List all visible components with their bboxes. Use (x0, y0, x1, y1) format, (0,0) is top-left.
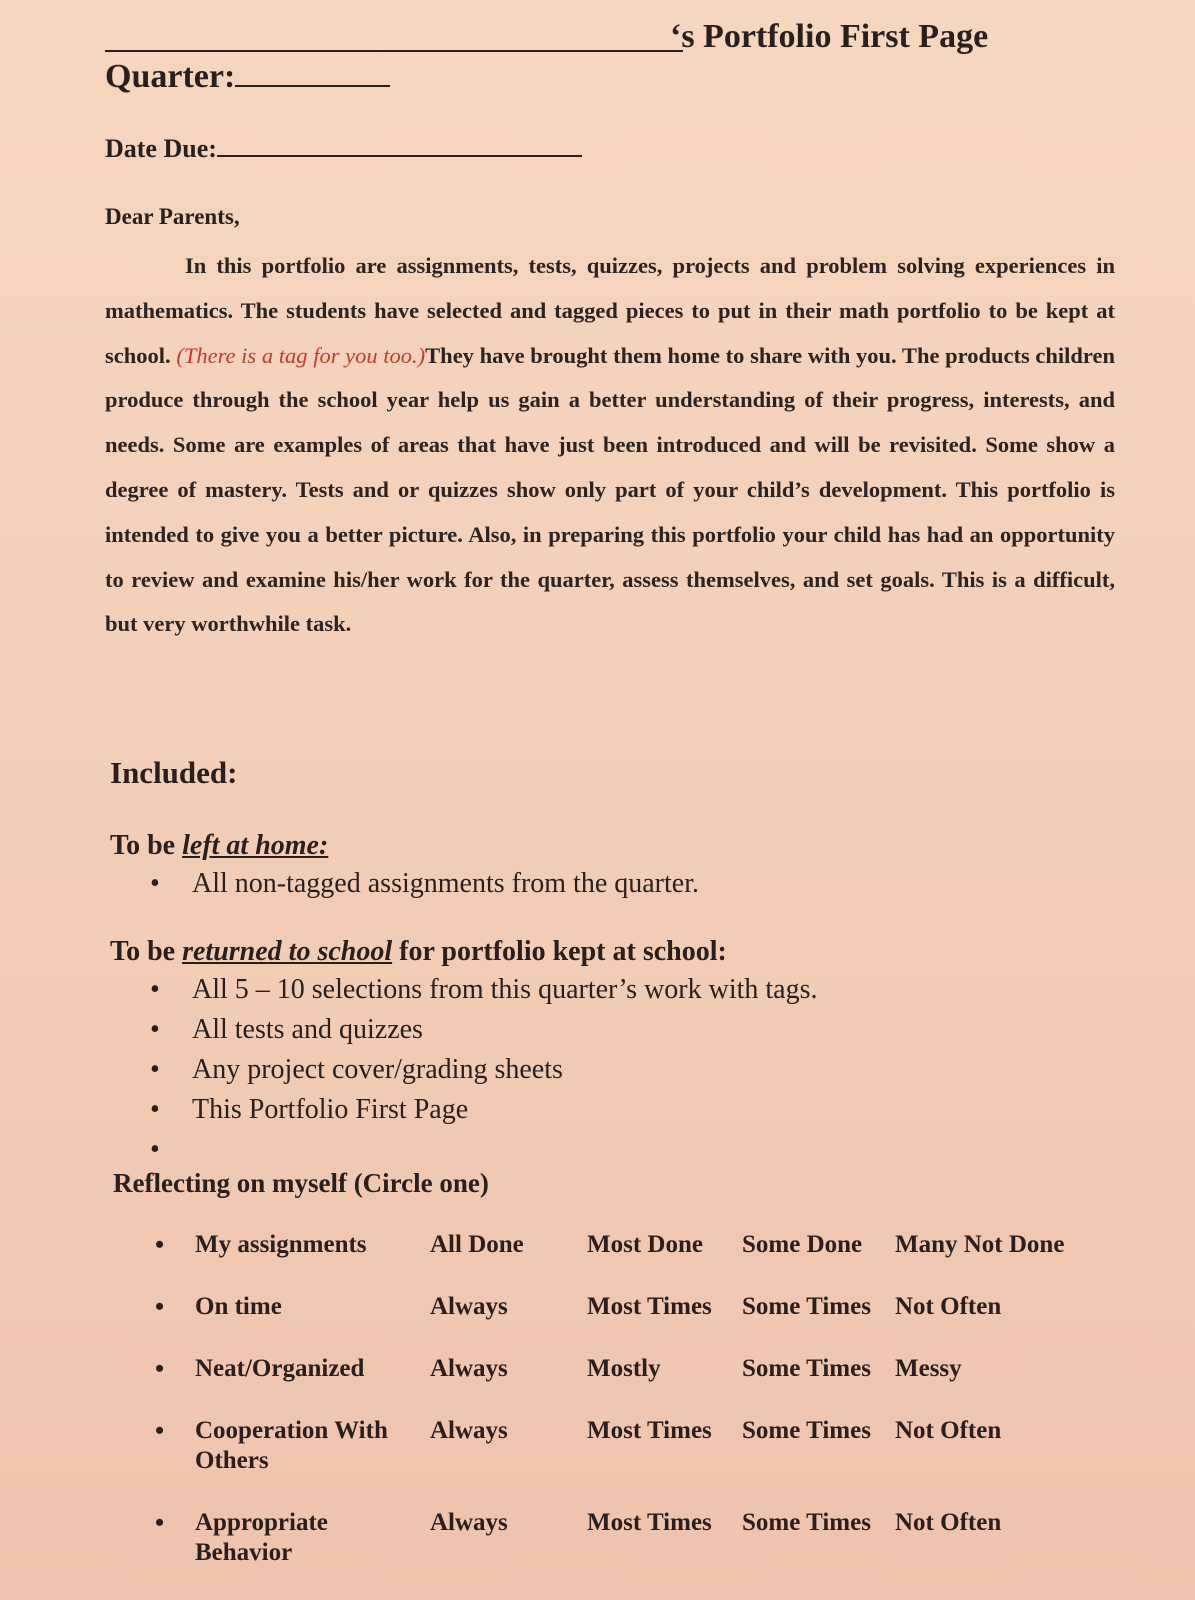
list-item: • All non-tagged assignments from the quarter. (150, 864, 699, 904)
reflection-option[interactable]: Most Times (587, 1417, 712, 1444)
left-at-home-prefix: To be (110, 830, 183, 861)
bullet-icon: • (155, 1354, 165, 1383)
reflection-option[interactable]: Some Times (742, 1355, 871, 1382)
letter-body-part2: They have brought them home to share with you. The products children produce through the school year help us gain a better understanding of their progress, interests, and needs. Some are examples of areas that have just been introduced and will be revisited. Some show a degree of mastery. Tests and or quizzes show only part of your child’s development. This portfolio is intended to give you a better picture. Also, in preparing this portfolio your child has had an opportunity to review and examine his/her work for the quarter, assess themselves, and set goals. This is a difficult, but very worthwhile task. (105, 342, 1116, 637)
reflection-option[interactable]: Not Often (895, 1293, 1002, 1320)
bullet-icon: • (155, 1508, 165, 1537)
reflection-option[interactable]: Most Times (587, 1509, 712, 1536)
reflection-option[interactable]: Some Times (742, 1509, 871, 1536)
reflection-option[interactable]: Some Times (742, 1417, 871, 1444)
reflection-option[interactable]: Mostly (587, 1355, 661, 1382)
reflection-option[interactable]: Not Often (895, 1509, 1002, 1536)
reflection-option[interactable]: Some Done (742, 1231, 863, 1258)
reflection-label: My assignments (195, 1231, 367, 1258)
reflection-option[interactable]: Most Times (587, 1293, 712, 1320)
reflection-option[interactable]: Most Done (587, 1231, 703, 1258)
left-at-home-list (150, 864, 699, 904)
reflection-heading: Reflecting on myself (Circle one) (113, 1168, 489, 1198)
reflection-label: On time (195, 1293, 282, 1320)
reflection-label: Neat/Organized (195, 1355, 365, 1382)
left-at-home-emphasis: left at home: (182, 830, 329, 861)
list-item: • Any project cover/grading sheets (150, 1050, 818, 1090)
returned-to-school-suffix: for portfolio kept at school: (392, 936, 727, 967)
quarter-field (105, 58, 390, 96)
quarter-blank-line (235, 84, 390, 87)
list-item: • All tests and quizzes (150, 1010, 818, 1050)
date-due-label: Date Due: (105, 134, 217, 163)
bullet-icon: • (155, 1416, 165, 1445)
reflection-option[interactable]: Some Times (742, 1293, 871, 1320)
returned-to-school-list (150, 970, 818, 1170)
returned-to-school-heading (110, 936, 727, 968)
list-item: • This Portfolio First Page (150, 1090, 818, 1130)
reflection-option[interactable]: Always (430, 1355, 508, 1382)
included-heading: Included: (110, 755, 238, 790)
returned-to-school-prefix: To be (110, 936, 183, 967)
letter-greeting: Dear Parents, (105, 204, 240, 229)
title-row (105, 12, 1035, 58)
list-item (150, 1130, 818, 1170)
bullet-icon: • (155, 1230, 165, 1259)
tag-note: (There is a tag for you too.) (176, 342, 426, 368)
reflection-label: Appropriate Behavior (195, 1509, 328, 1566)
quarter-label: Quarter: (105, 58, 236, 95)
reflection-label: Cooperation With Others (195, 1417, 388, 1474)
letter-body-part1: In this portfolio are assignments, tests, quizzes, projects and problem solving experiences in mathematics. The students have selected and tagged pieces to put in their math portfolio to be kept at school. (105, 253, 1115, 368)
bullet-icon: • (155, 1292, 165, 1321)
name-blank-line (105, 50, 683, 52)
date-due-blank-line (217, 154, 582, 157)
reflection-option[interactable]: Messy (895, 1355, 962, 1382)
returned-to-school-emphasis: returned to school (182, 936, 393, 967)
reflection-option[interactable]: All Done (430, 1231, 524, 1258)
reflection-option[interactable]: Always (430, 1417, 508, 1444)
reflection-option[interactable]: Many Not Done (895, 1231, 1065, 1258)
left-at-home-heading (110, 830, 328, 862)
date-due-field (105, 134, 582, 164)
letter-body (105, 244, 1115, 647)
reflection-option[interactable]: Always (430, 1293, 508, 1320)
reflection-option[interactable]: Always (430, 1509, 508, 1536)
page-title: ‘s Portfolio First Page (670, 18, 989, 55)
reflection-option[interactable]: Not Often (895, 1417, 1002, 1444)
list-item: • All 5 – 10 selections from this quarter’s work with tags. (150, 970, 818, 1010)
